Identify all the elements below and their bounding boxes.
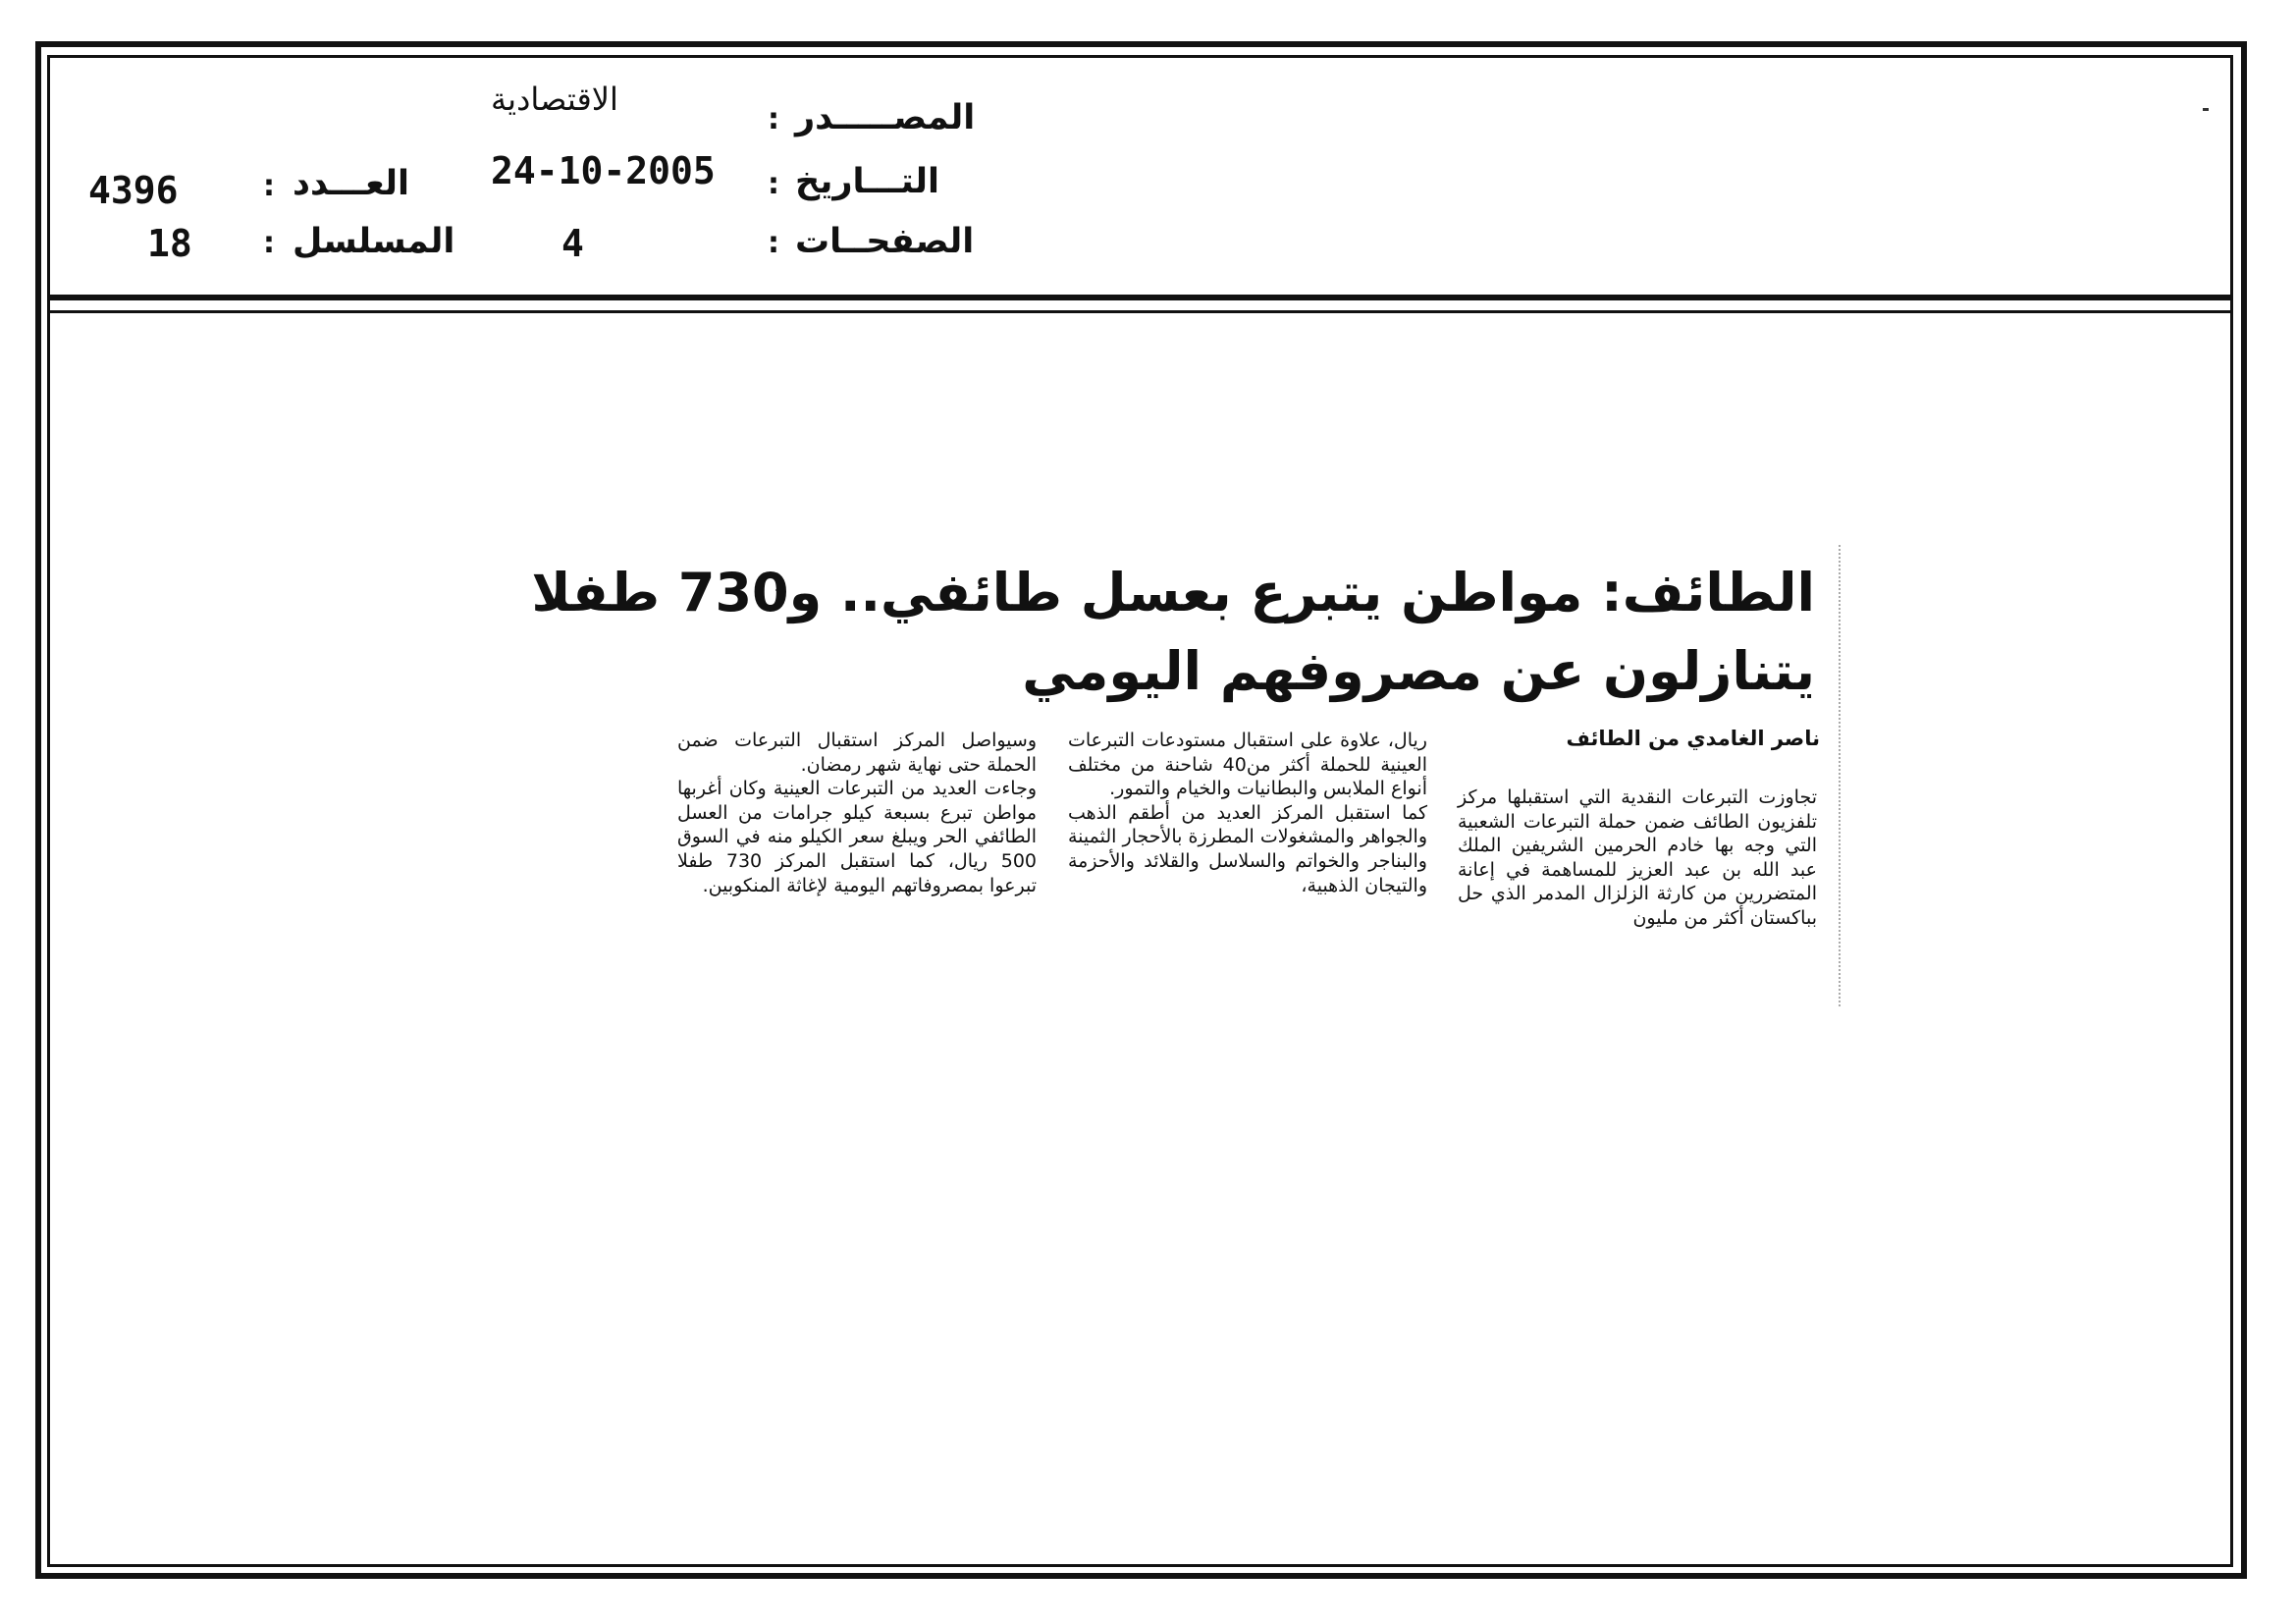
column-3-paragraph-1: وسيواصل المركز استقبال التبرعات ضمن الحملة حتى نهاية شهر رمضان. xyxy=(677,730,1037,776)
article-headline-line-1: الطائف: مواطن يتبرع بعسل طائفي.. و730 طفلا xyxy=(531,562,1815,623)
header-divider-thin xyxy=(47,310,2233,313)
header-divider-thick xyxy=(47,295,2233,300)
serial-label: المسلسل xyxy=(293,222,455,261)
date-value: 24-10-2005 xyxy=(491,149,716,192)
article-headline-line-2: يتنازلون عن مصروفهم اليومي xyxy=(1022,640,1815,702)
issue-label: العـــدد xyxy=(293,164,409,203)
source-label: المصـــــدر xyxy=(795,98,976,137)
serial-value: 18 xyxy=(147,222,192,265)
corner-mark xyxy=(2203,108,2209,111)
source-value: الاقتصادية xyxy=(491,81,618,118)
date-colon: : xyxy=(768,167,779,201)
pages-label: الصفحــات xyxy=(795,222,975,261)
serial-colon: : xyxy=(263,226,275,260)
article-edge xyxy=(1839,545,1841,1006)
column-2-paragraph-1: ريال، علاوة على استقبال مستودعات التبرعات العينية للحملة أكثر من40 شاحنة من مختلف أنواع الملابس والبطانيات والخيام والتمور. xyxy=(1068,730,1427,800)
pages-colon: : xyxy=(768,226,779,260)
article-column-2 xyxy=(1068,729,1427,897)
column-2-paragraph-2: كما استقبل المركز العديد من أطقم الذهب والجواهر والمشغولات المطرزة بالأحجار الثمينة والبناجر والخواتم والسلاسل والقلائد والأحزمة والتيجان الذهبية، xyxy=(1068,801,1427,896)
column-3-paragraph-2: وجاءت العديد من التبرعات العينية وكان أغربها مواطن تبرع بسبعة كيلو جرامات من العسل الطائفي الحر ويبلغ سعر الكيلو منه في السوق 500 ريال، كما استقبل المركز 730 طفلا تبرعوا بمصروفاتهم اليومية لإغاثة المنكوبين. xyxy=(677,778,1037,896)
pages-value: 4 xyxy=(561,222,584,265)
column-1-paragraph: تجاوزت التبرعات النقدية التي استقبلها مركز تلفزيون الطائف ضمن حملة التبرعات الشعبية التي وجه بها خادم الحرمين الشريفين الملك عبد الله بن عبد العزيز للمساهمة في إعانة المتضررين من كارثة الزلزال المدمر الذي حل بباكستان أكثر من مليون xyxy=(1458,786,1817,929)
article-byline: ناصر الغامدي من الطائف xyxy=(1566,727,1820,750)
article-column-1 xyxy=(1458,785,1817,931)
date-label: التـــاريخ xyxy=(795,162,939,201)
article-column-3 xyxy=(677,729,1037,897)
source-colon: : xyxy=(768,102,779,136)
issue-colon: : xyxy=(263,169,275,203)
issue-value: 4396 xyxy=(88,169,179,212)
